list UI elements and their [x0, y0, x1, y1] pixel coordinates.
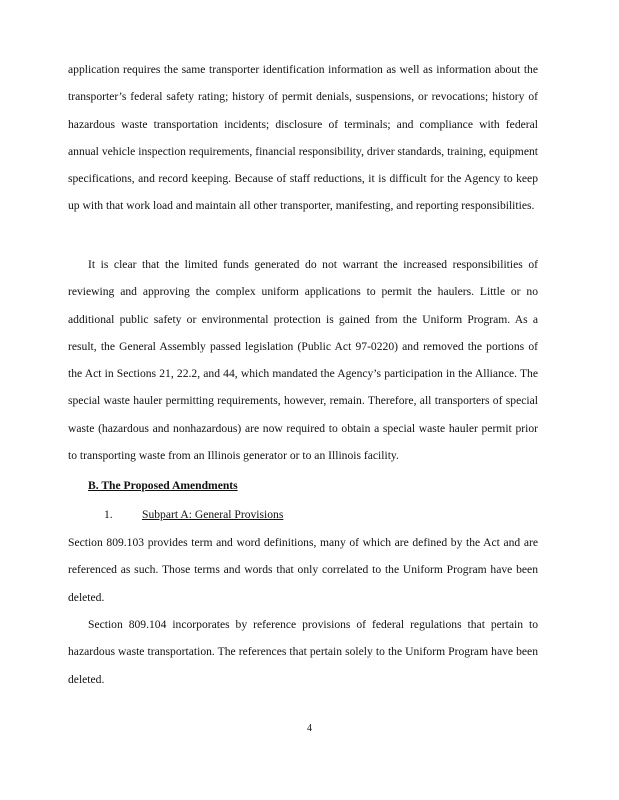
- section-heading: B. The Proposed Amendments: [88, 479, 238, 492]
- paragraph-3: Section 809.103 provides term and word definitions, many of which are defined by the Act and are referenced as such. Those terms and words that only correlated to the Uniform Program have been deleted.: [68, 536, 538, 604]
- subsection-title: Subpart A: General Provisions: [142, 508, 284, 521]
- paragraph-2: It is clear that the limited funds generated do not warrant the increased responsibilities of reviewing and approving the complex uniform applications to permit the haulers. Little or no additional public safety or environmental protection is gained from the Uniform Program. As a result, the General Assembly passed legislation (Public Act 97-0220) and removed the portions of the Act in Sections 21, 22.2, and 44, which mandated the Agency’s participation in the Alliance. The special waste hauler permitting requirements, however, remain. Therefore, all transporters of special waste (hazardous and nonhazardous) are now required to obtain a special waste hauler permit prior to transporting waste from an Illinois generator or to an Illinois facility.: [68, 258, 538, 463]
- page-number: 4: [307, 723, 312, 734]
- subsection-heading: [104, 505, 283, 525]
- subsection-number: 1.: [104, 508, 113, 521]
- paragraph-4: Section 809.104 incorporates by reference provisions of federal regulations that pertain to hazardous waste transportation. The references that pertain solely to the Uniform Program have been deleted.: [68, 618, 538, 686]
- paragraph-1: application requires the same transporter identification information as well as information about the transporter’s federal safety rating; history of permit denials, suspensions, or revocations; history of hazardous waste transportation incidents; disclosure of terminals; and compliance with federal annual vehicle inspection requirements, financial responsibility, driver standards, training, equipment specifications, and record keeping. Because of staff reductions, it is difficult for the Agency to keep up with that work load and maintain all other transporter, manifesting, and reporting responsibilities.: [68, 63, 538, 213]
